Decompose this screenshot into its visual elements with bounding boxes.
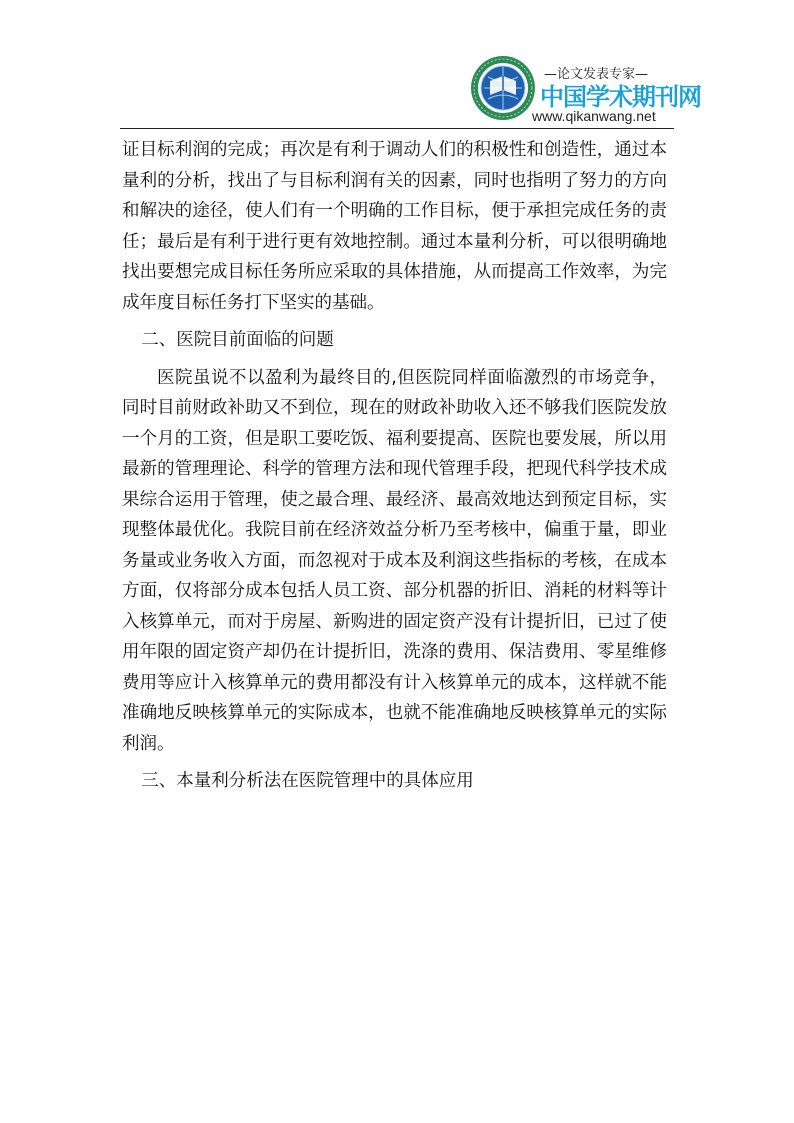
paragraph-continuation: 证目标利润的完成；再次是有利于调动人们的积极性和创造性，通过本量利的分析，找出了与目标利润有关的因素，同时也指明了努力的方向和解决的途径，使人们有一个明确的工作目标，便于承担完成任务的责任；最后是有利于进行更有效地控制。通过本量利分析，可以很明确地找出要想完成目标任务所应采取的具体措施，从而提高工作效率，为完成年度目标任务打下坚实的基础。 — [122, 140, 667, 313]
brand-name: 中国学术期刊网 — [540, 83, 701, 111]
brand-tagline: —论文发表专家— — [544, 67, 649, 82]
paragraph-problems: 医院虽说不以盈利为最终目的,但医院同样面临激烈的市场竞争，同时目前财政补助又不到位，现在的财政补助收入还不够我们医院发放一个月的工资，但是职工要吃饭、福利要提高、医院也要发展，所以用最新的管理理论、科学的管理方法和现代管理手段，把现代科学技术成果综合运用于管理，使之最合理、最经济、最高效地达到预定目标，实现整体最优化。我院目前在经济效益分析乃至考核中，偏重于量，即业务量或业务收入方面，而忽视对于成本及利润这些指标的考核，在成本方面，仅将部分成本包括人员工资、部分机器的折旧、消耗的材料等计入核算单元，而对于房屋、新购进的固定资产没有计提折旧，已过了使用年限的固定资产却仍在计提折旧，洗涤的费用、保洁费用、零星维修费用等应计入核算单元的费用都没有计入核算单元的成本，这样就不能准确地反映核算单元的实际成本，也就不能准确地反映核算单元的实际利润。 — [122, 367, 667, 754]
section-heading-2: 二、医院目前面临的问题 — [141, 330, 334, 350]
section-heading-3: 三、本量利分析法在医院管理中的具体应用 — [141, 771, 474, 791]
site-logo — [470, 55, 701, 127]
header-divider — [120, 128, 674, 129]
document-body — [122, 135, 667, 797]
brand-url: www.qikanwang.net — [532, 108, 656, 124]
seal-emblem-icon — [470, 55, 536, 121]
